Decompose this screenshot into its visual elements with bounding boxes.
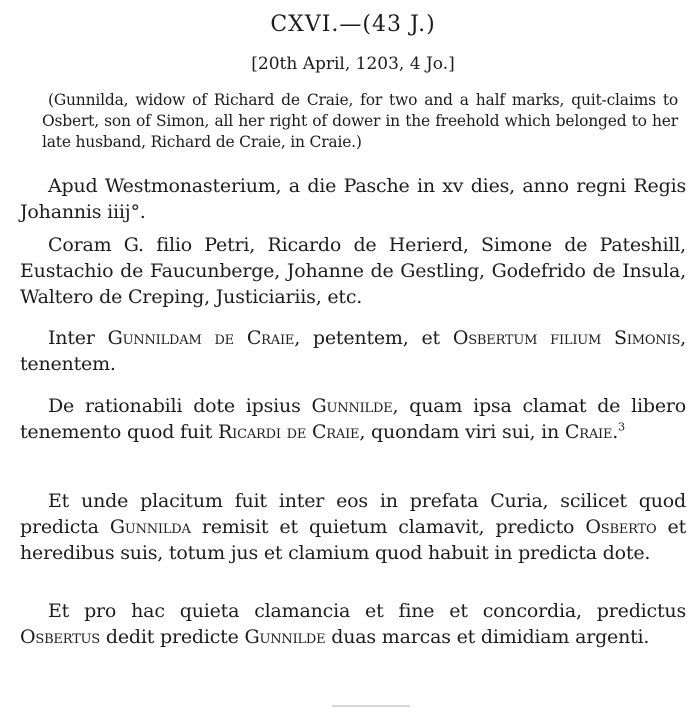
text-run: , petentem, et [294,327,453,349]
text-run: Et unde placitum fuit inter eos in prefata Curia, scilicet quod predicta [20,490,686,538]
text-run: et heredibus suis, totum jus et clamium quod habuit in predicta dote. [20,516,686,564]
text-run: Et pro hac quieta clamancia et fine et concordia, predictus [48,600,686,622]
text-run: , quam ipsa clamat de libero tenemento quod fuit [20,395,686,443]
name-osberto: Osberto [585,516,657,538]
name-petitioner: Gunnildam de Craie [107,327,295,349]
place-craie: Craie [564,421,613,443]
paragraph-parties [20,325,686,377]
page-divider [332,705,410,707]
text-run: Inter [48,327,108,349]
name-gunnilda: Gunnilda [109,516,191,538]
paragraph-payment [20,598,686,650]
text-run: remisit et quietum clamavit, predicto [190,516,586,538]
summary-paragraph: (Gunnilda, widow of Richard de Craie, for two and a half marks, quit-claims to Osbert, son of Simon, all her right of dower in the freehold which belonged to her late husband, Richard de Craie, in Craie.) [42,91,678,151]
text-run: De rationabili dote ipsius [48,395,312,417]
paragraph-quitclaim [20,488,686,566]
text-run: dedit predicte [100,626,245,648]
document-heading: CXVI.—(43 J.) [270,12,436,37]
text-run: duas marcas et dimidiam argenti. [325,626,650,648]
document-date: [20th April, 1203, 4 Jo.] [251,54,455,74]
text-run: . [612,421,619,443]
paragraph-justices: Coram G. filio Petri, Ricardo de Herierd, Simone de Pateshill, Eustachio de Faucunberge, Johanne de Gestling, Godefrido de Insula, Waltero de Creping, Justiciariis, etc. [20,234,686,308]
name-gunnilde-2: Gunnilde [244,626,326,648]
paragraph-dower [20,393,686,445]
paragraph-place-date: Apud Westmonasterium, a die Pasche in xv dies, anno regni Regis Johannis iiij°. [20,175,686,223]
text-run: , tenentem. [20,327,687,375]
name-tenant: Osbertum filium Simonis [452,327,681,349]
name-gunnilde: Gunnilde [311,395,393,417]
text-run: , quondam viri sui, in [359,421,565,443]
footnote-marker: 3 [618,420,625,434]
name-osbertus: Osbertus [20,626,101,648]
name-ricardi: Ricardi de Craie [218,421,360,443]
